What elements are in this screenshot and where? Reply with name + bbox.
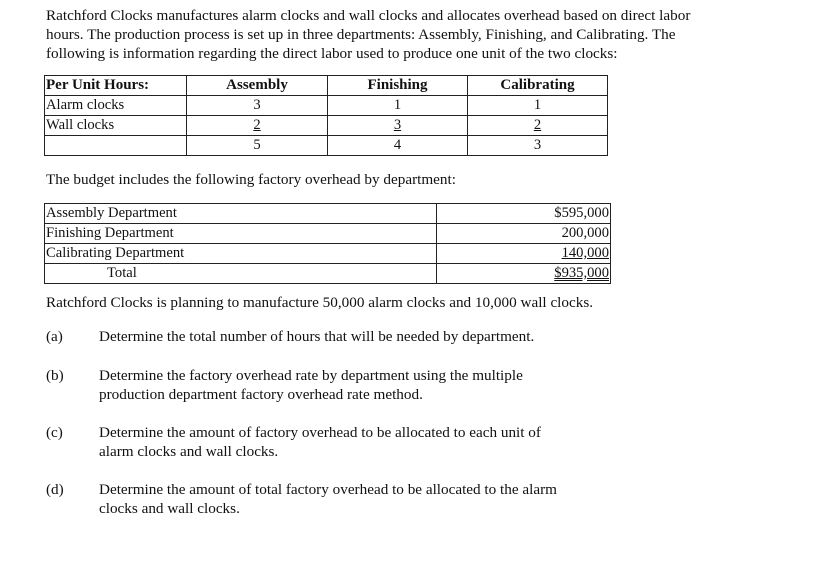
table-row xyxy=(45,116,608,136)
intro-line: following is information regarding the direct labor used to produce one unit of the two clocks: xyxy=(46,45,618,62)
question-letter: (c) xyxy=(46,424,63,441)
table-row xyxy=(45,244,611,264)
intro-line: Ratchford Clocks manufactures alarm clocks and wall clocks and allocates overhead based on direct labor xyxy=(46,7,691,24)
amount-assembly: $595,000 xyxy=(437,204,611,224)
question-text xyxy=(99,480,659,518)
cell-value: 4 xyxy=(328,136,468,156)
table-row xyxy=(45,204,611,224)
row-label-alarm-clocks: Alarm clocks xyxy=(45,96,187,116)
table-row-total xyxy=(45,264,611,284)
question-text xyxy=(99,423,659,461)
factory-overhead-table xyxy=(44,203,611,284)
cell-value: 2 xyxy=(468,116,608,136)
amount-calibrating: 140,000 xyxy=(437,244,611,264)
header-per-unit-hours: Per Unit Hours: xyxy=(45,76,187,96)
table-header-row xyxy=(45,76,608,96)
intro-paragraph xyxy=(46,6,776,63)
question-text xyxy=(99,327,659,346)
question-letter: (a) xyxy=(46,328,63,345)
question-line: clocks and wall clocks. xyxy=(99,500,240,517)
row-label-wall-clocks: Wall clocks xyxy=(45,116,187,136)
question-line: Determine the amount of factory overhead to be allocated to each unit of xyxy=(99,424,541,441)
question-letter: (d) xyxy=(46,481,64,498)
cell-value: 3 xyxy=(468,136,608,156)
table-row xyxy=(45,224,611,244)
question-line: production department factory overhead rate method. xyxy=(99,386,423,403)
cell-value: 5 xyxy=(187,136,328,156)
total-amount: $935,000 xyxy=(437,264,611,284)
question-letter: (b) xyxy=(46,367,64,384)
question-line: Determine the amount of total factory overhead to be allocated to the alarm xyxy=(99,481,557,498)
dept-finishing: Finishing Department xyxy=(45,224,437,244)
row-label-total xyxy=(45,136,187,156)
cell-value: 1 xyxy=(468,96,608,116)
per-unit-hours-table xyxy=(44,75,608,156)
amount-finishing: 200,000 xyxy=(437,224,611,244)
intro-line: hours. The production process is set up in three departments: Assembly, Finishing, and Calibrating. The xyxy=(46,26,676,43)
dept-calibrating: Calibrating Department xyxy=(45,244,437,264)
budget-intro-text: The budget includes the following factory overhead by department: xyxy=(46,171,456,188)
dept-assembly: Assembly Department xyxy=(45,204,437,224)
question-line: Determine the factory overhead rate by department using the multiple xyxy=(99,367,523,384)
production-plan-text: Ratchford Clocks is planning to manufacture 50,000 alarm clocks and 10,000 wall clocks. xyxy=(46,294,594,311)
cell-value: 2 xyxy=(187,116,328,136)
question-line: Determine the total number of hours that will be needed by department. xyxy=(99,328,535,345)
total-label: Total xyxy=(45,264,437,284)
cell-value: 3 xyxy=(328,116,468,136)
cell-value: 3 xyxy=(187,96,328,116)
question-line: alarm clocks and wall clocks. xyxy=(99,443,279,460)
header-assembly: Assembly xyxy=(187,76,328,96)
header-finishing: Finishing xyxy=(328,76,468,96)
table-row-total xyxy=(45,136,608,156)
question-text xyxy=(99,366,659,404)
cell-value: 1 xyxy=(328,96,468,116)
table-row xyxy=(45,96,608,116)
header-calibrating: Calibrating xyxy=(468,76,608,96)
